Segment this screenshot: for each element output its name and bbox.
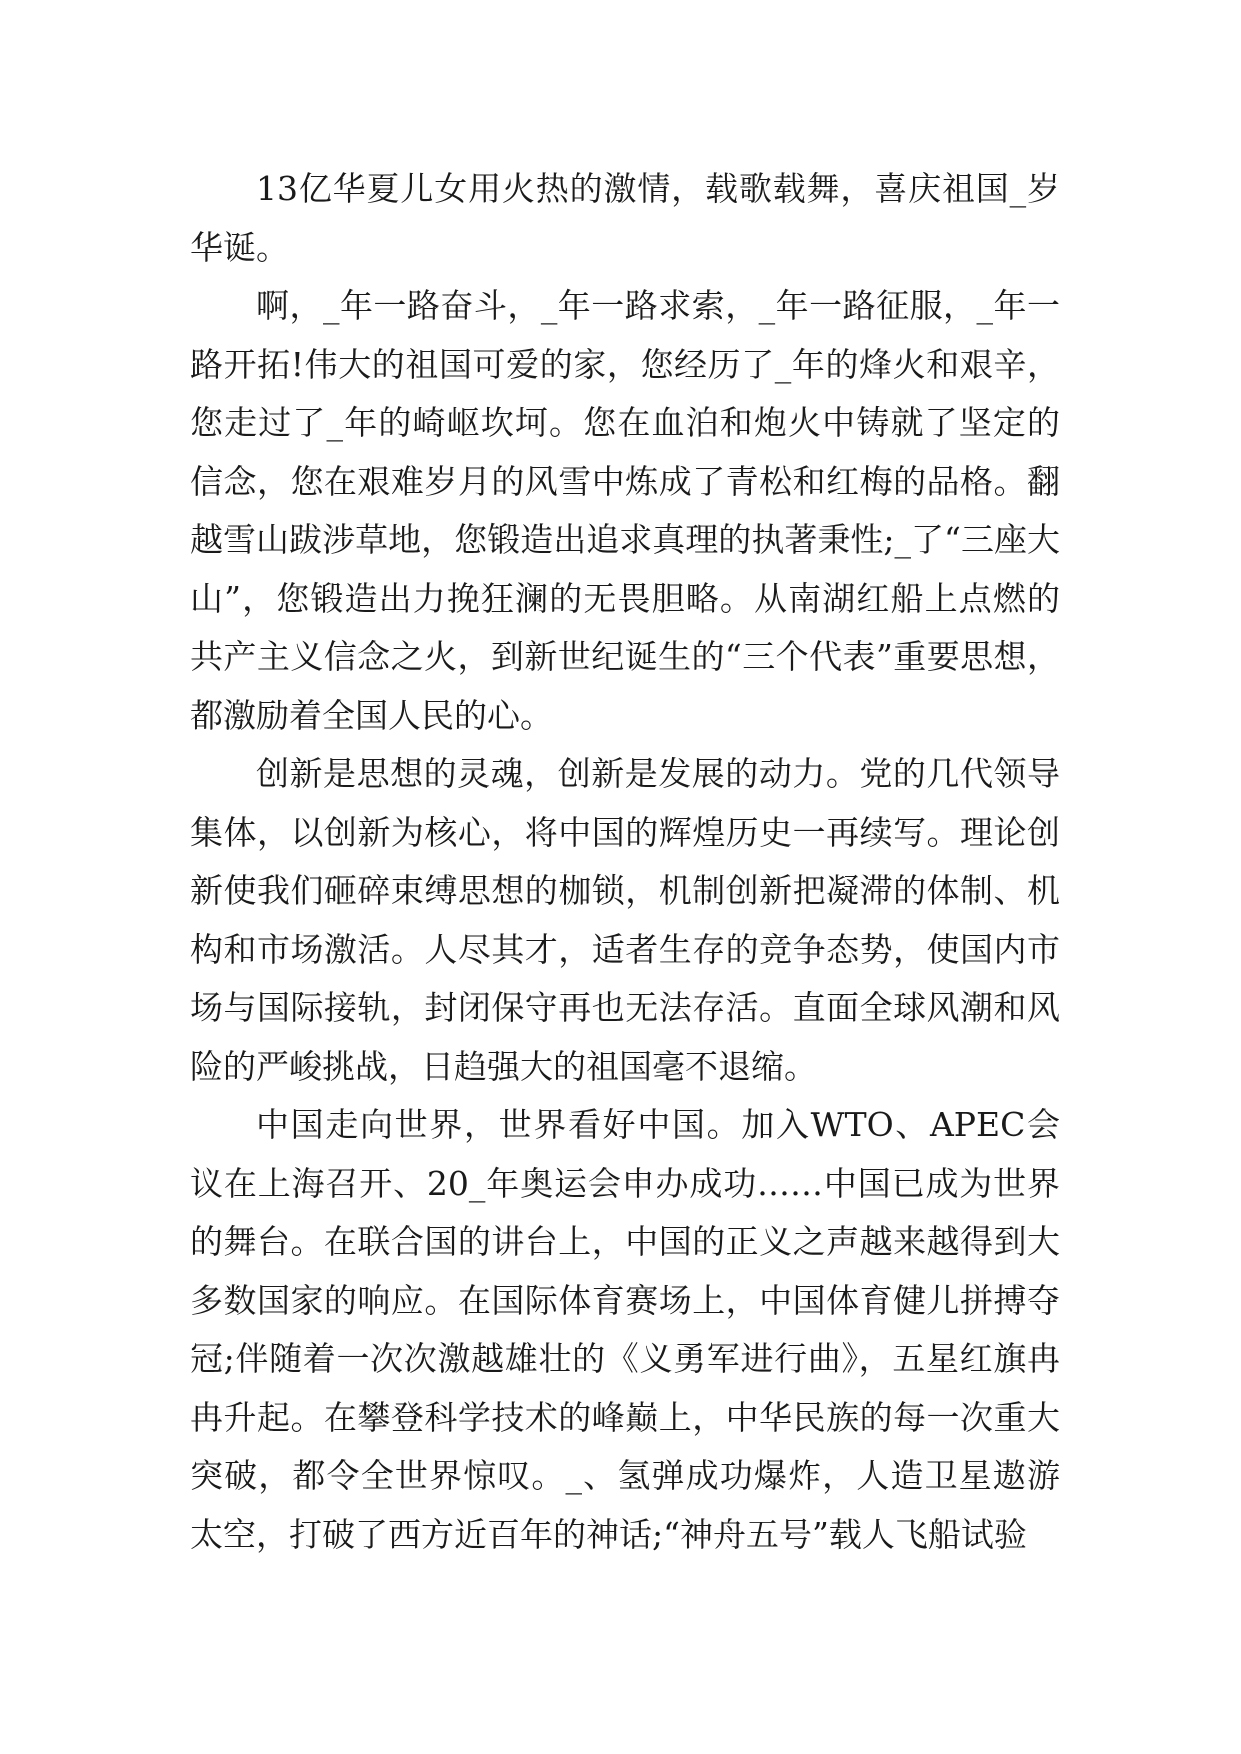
paragraph-3: 创新是思想的灵魂，创新是发展的动力。党的几代领导集体，以创新为核心，将中国的辉煌历史一再续写。理论创新使我们砸碎束缚思想的枷锁，机制创新把凝滞的体制、机构和市场激活。人尽其才，适者生存的竞争态势，使国内市场与国际接轨，封闭保守再也无法存活。直面全球风潮和风险的严峻挑战，日趋强大的祖国毫不退缩。: [190, 754, 1060, 1086]
paragraph-4: 中国走向世界，世界看好中国。加入WTO、APEC会议在上海召开、20_年奥运会申办成功……中国已成为世界的舞台。在联合国的讲台上，中国的正义之声越来越得到大多数国家的响应。在国际体育赛场上，中国体育健儿拼搏夺冠;伴随着一次次激越雄壮的《义勇军进行曲》，五星红旗冉冉升起。在攀登科学技术的峰巅上，中华民族的每一次重大突破，都令全世界惊叹。_、氢弹成功爆炸，人造卫星遨游太空，打破了西方近百年的神话;“神舟五号”载人飞船试验: [190, 1105, 1060, 1554]
document-body: [190, 160, 1060, 1564]
paragraph-2: 啊，_年一路奋斗，_年一路求索，_年一路征服，_年一路开拓!伟大的祖国可爱的家，您经历了_年的烽火和艰辛，您走过了_年的崎岖坎坷。您在血泊和炮火中铸就了坚定的信念，您在艰难岁月的风雪中炼成了青松和红梅的品格。翻越雪山跋涉草地，您锻造出追求真理的执著秉性;_了“三座大山”，您锻造出力挽狂澜的无畏胆略。从南湖红船上点燃的共产主义信念之火，到新世纪诞生的“三个代表”重要思想，都激励着全国人民的心。: [190, 286, 1060, 735]
paragraph-1: 13亿华夏儿女用火热的激情，载歌载舞，喜庆祖国_岁华诞。: [190, 169, 1060, 267]
